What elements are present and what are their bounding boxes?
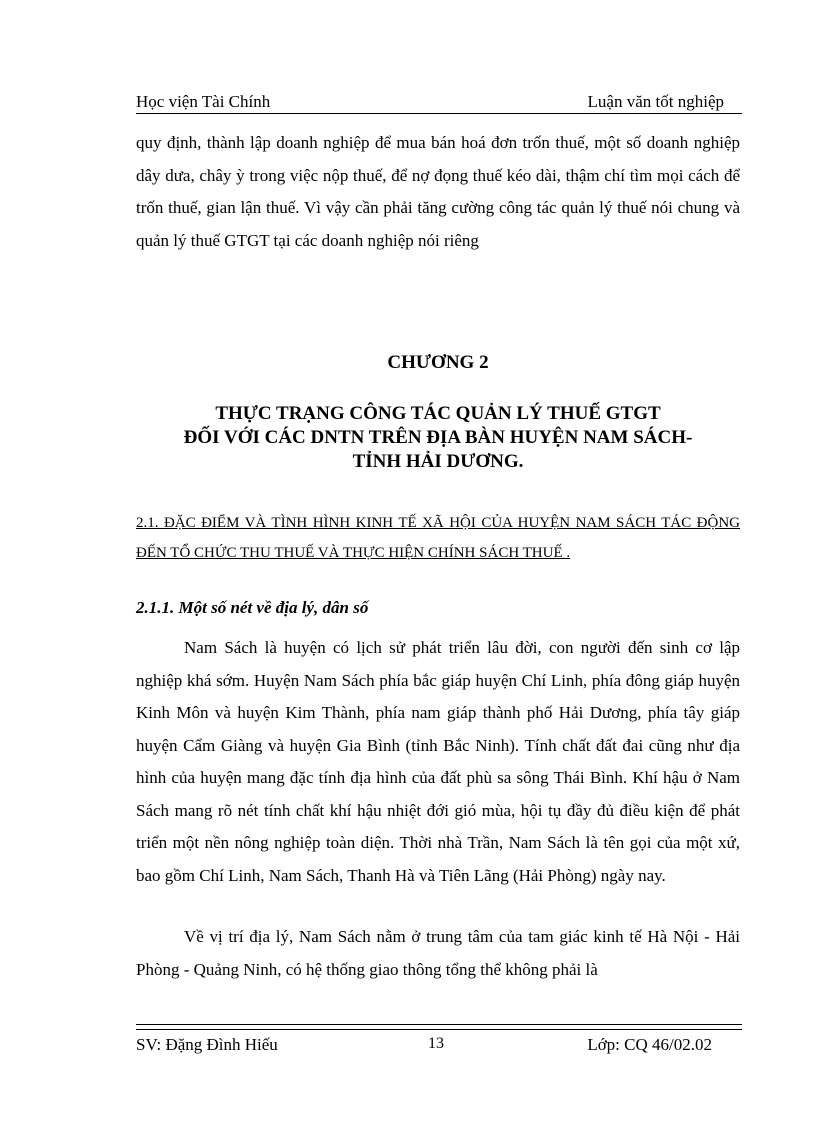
- chapter-title-line-1: THỰC TRẠNG CÔNG TÁC QUẢN LÝ THUẾ GTGT: [215, 403, 661, 424]
- chapter-title-line-2: ĐỐI VỚI CÁC DNTN TRÊN ĐỊA BÀN HUYỆN NAM SÁCH-: [183, 427, 693, 448]
- header-document-type: Luận văn tốt nghiệp: [587, 92, 724, 111]
- footer-student-name: SV: Đặng Đình Hiếu: [136, 1035, 278, 1054]
- section-heading: 2.1. ĐẶC ĐIỂM VÀ TÌNH HÌNH KINH TẾ XÃ HỘI CỦA HUYỆN NAM SÁCH TÁC ĐỘNG ĐẾN TỔ CHỨC THU THUẾ VÀ THỰC HIỆN CHÍNH SÁCH THUẾ .: [136, 515, 740, 561]
- continuation-paragraph: quy định, thành lập doanh nghiệp để mua bán hoá đơn trốn thuế, một số doanh nghiệp dây dưa, chây ỳ trong việc nộp thuế, để nợ đọng thuế kéo dài, thậm chí tìm mọi cách để trốn thuế, gian lận thuế. Vì vậy cần phải tăng cường công tác quản lý thuế nói chung và quản lý thuế GTGT tại các doanh nghiệp nói riêng: [136, 133, 740, 250]
- chapter-title-line-3: TỈNH HẢI DƯƠNG.: [352, 451, 524, 472]
- footer-divider-top: [136, 1024, 742, 1025]
- body-paragraph-1: Nam Sách là huyện có lịch sử phát triển lâu đời, con người đến sinh cơ lập nghiệp khá sớm. Huyện Nam Sách phía bắc giáp huyện Chí Linh, phía đông giáp huyện Kinh Môn và huyện Kim Thành, phía nam giáp thành phố Hải Dương, phía tây giáp huyện Cẩm Giàng và huyện Gia Bình (tỉnh Bắc Ninh). Tính chất đất đai cũng như địa hình của huyện mang đặc tính địa hình của đất phù sa sông Thái Bình. Khí hậu ở Nam Sách mang rõ nét tính chất khí hậu nhiệt đới gió mùa, hội tụ đầy đủ điều kiện để phát triển một nền nông nghiệp toàn diện. Thời nhà Trần, Nam Sách là tên gọi của một xứ, bao gồm Chí Linh, Nam Sách, Thanh Hà và Tiên Lãng (Hải Phòng) ngày nay.: [136, 638, 740, 885]
- header-divider: [136, 113, 742, 114]
- page-footer: [136, 1035, 742, 1059]
- page-number: 13: [428, 1035, 444, 1052]
- header-institution: Học viện Tài Chính: [136, 92, 271, 111]
- subsection-heading: 2.1.1. Một số nét về địa lý, dân số: [136, 598, 369, 617]
- footer-divider-bottom: [136, 1029, 742, 1030]
- chapter-label: CHƯƠNG 2: [387, 352, 489, 373]
- footer-class: Lớp: CQ 46/02.02: [587, 1035, 712, 1054]
- chapter-title: [136, 402, 740, 474]
- page-header: [136, 90, 742, 114]
- body-paragraph-2: Về vị trí địa lý, Nam Sách nằm ở trung tâm của tam giác kinh tế Hà Nội - Hải Phòng - Quảng Ninh, có hệ thống giao thông tổng thể không phải là: [136, 927, 740, 979]
